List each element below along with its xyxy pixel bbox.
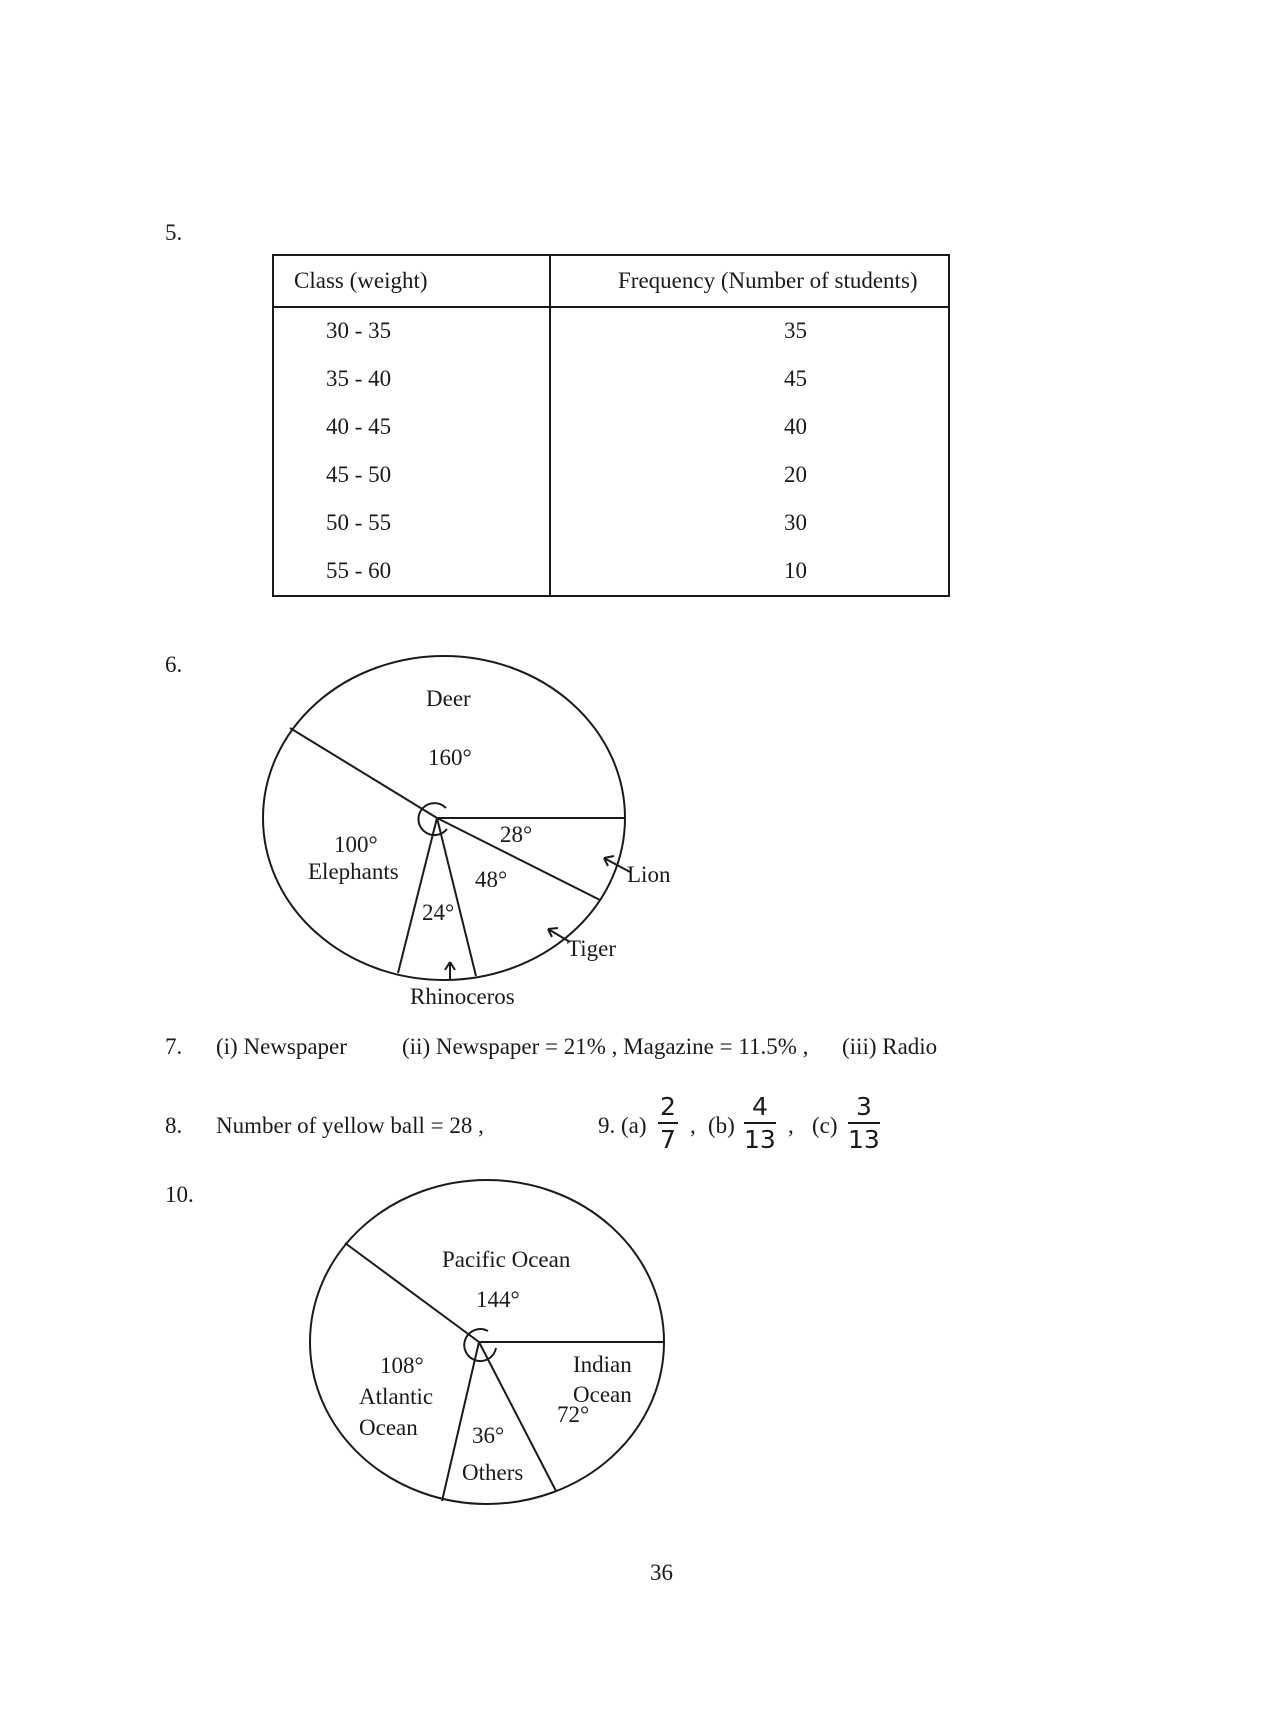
pie-radius-deer-elephants	[290, 728, 437, 818]
table-cell-class: 45 - 50	[326, 462, 392, 487]
weight-frequency-table	[272, 254, 950, 597]
label-atlantic-angle: 108°	[380, 1353, 424, 1378]
rhino-arrow	[445, 962, 455, 980]
fraction-b-numerator: 4	[744, 1092, 776, 1124]
fraction-a-denominator: 7	[660, 1125, 676, 1154]
question-6-number: 6.	[165, 652, 183, 677]
label-pacific-angle: 144°	[476, 1287, 520, 1312]
fraction-a-numerator: 2	[658, 1092, 678, 1124]
q8-text: Number of yellow ball = 28 ,	[216, 1113, 484, 1138]
q7-part-iii: (iii) Radio	[842, 1034, 938, 1059]
table-cell-class: 30 - 35	[326, 318, 392, 343]
question-10-number: 10.	[165, 1182, 194, 1207]
table-cell-class: 40 - 45	[326, 414, 392, 439]
pie-radius-others-atlantic	[442, 1342, 479, 1501]
fraction-c	[848, 1092, 880, 1156]
table-cell-frequency: 45	[784, 366, 807, 391]
label-indian: Indian	[573, 1352, 632, 1377]
fraction-b	[744, 1092, 776, 1156]
q9-separator: ,	[690, 1113, 696, 1138]
pie-radius-tiger-rhino	[437, 818, 476, 976]
fraction-b-denominator: 13	[744, 1125, 776, 1154]
q9-prefix: 9. (a)	[598, 1113, 647, 1138]
page-number: 36	[650, 1560, 673, 1585]
pie-outline	[310, 1180, 664, 1504]
pie-radius-indian-others	[479, 1342, 556, 1491]
label-indian-ocean: Ocean	[573, 1382, 632, 1407]
fraction-c-numerator: 3	[848, 1092, 880, 1124]
question-8-number: 8.	[165, 1113, 183, 1138]
label-others-angle: 36°	[472, 1423, 505, 1448]
table-cell-frequency: 30	[784, 510, 807, 535]
label-elephant: Elephants	[308, 859, 399, 884]
q9-separator: ,	[788, 1113, 794, 1138]
table-cell-frequency: 35	[784, 318, 807, 343]
center-angle-marker	[418, 803, 447, 835]
q9-label-c: (c)	[812, 1113, 838, 1138]
label-deer-angle: 160°	[428, 745, 472, 770]
fraction-a	[658, 1092, 678, 1156]
lion-arrow	[604, 856, 630, 872]
label-deer: Deer	[426, 686, 471, 711]
table-cell-class: 50 - 55	[326, 510, 392, 535]
header-class: Class (weight)	[294, 268, 428, 293]
table-cell-class: 55 - 60	[326, 558, 392, 583]
header-frequency: Frequency (Number of students)	[618, 268, 918, 293]
pie-radius-pacific-atlantic	[345, 1243, 479, 1342]
label-tiger-angle: 48°	[475, 867, 508, 892]
label-others: Others	[462, 1460, 524, 1485]
pie-radius-lion-tiger	[437, 818, 600, 900]
label-rhino: Rhinoceros	[410, 984, 515, 1009]
label-indian-angle: 72°	[557, 1402, 590, 1427]
table-cell-class: 35 - 40	[326, 366, 392, 391]
center-angle-marker	[464, 1329, 496, 1361]
fraction-c-denominator: 13	[848, 1125, 880, 1154]
label-atlantic: Atlantic	[359, 1384, 434, 1409]
q7-part-ii: (ii) Newspaper = 21% , Magazine = 11.5% ,	[402, 1034, 809, 1059]
label-elephant-angle: 100°	[334, 832, 378, 857]
label-lion-angle: 28°	[500, 822, 533, 847]
q9-label-b: (b)	[708, 1113, 735, 1138]
question-7-number: 7.	[165, 1034, 183, 1059]
table-cell-frequency: 40	[784, 414, 807, 439]
label-atlantic-ocean: Ocean	[359, 1415, 418, 1440]
label-tiger: Tiger	[567, 936, 616, 961]
q7-part-i: (i) Newspaper	[216, 1034, 347, 1059]
table-cell-frequency: 10	[784, 558, 807, 583]
label-rhino-angle: 24°	[422, 900, 455, 925]
label-lion: Lion	[627, 862, 671, 887]
column-divider	[549, 256, 551, 595]
table-cell-frequency: 20	[784, 462, 807, 487]
pie-outline	[263, 656, 625, 980]
question-5-number: 5.	[165, 220, 183, 245]
tiger-arrow	[548, 928, 570, 942]
pie-radius-rhino-elephants	[398, 818, 437, 973]
label-pacific: Pacific Ocean	[442, 1247, 571, 1272]
